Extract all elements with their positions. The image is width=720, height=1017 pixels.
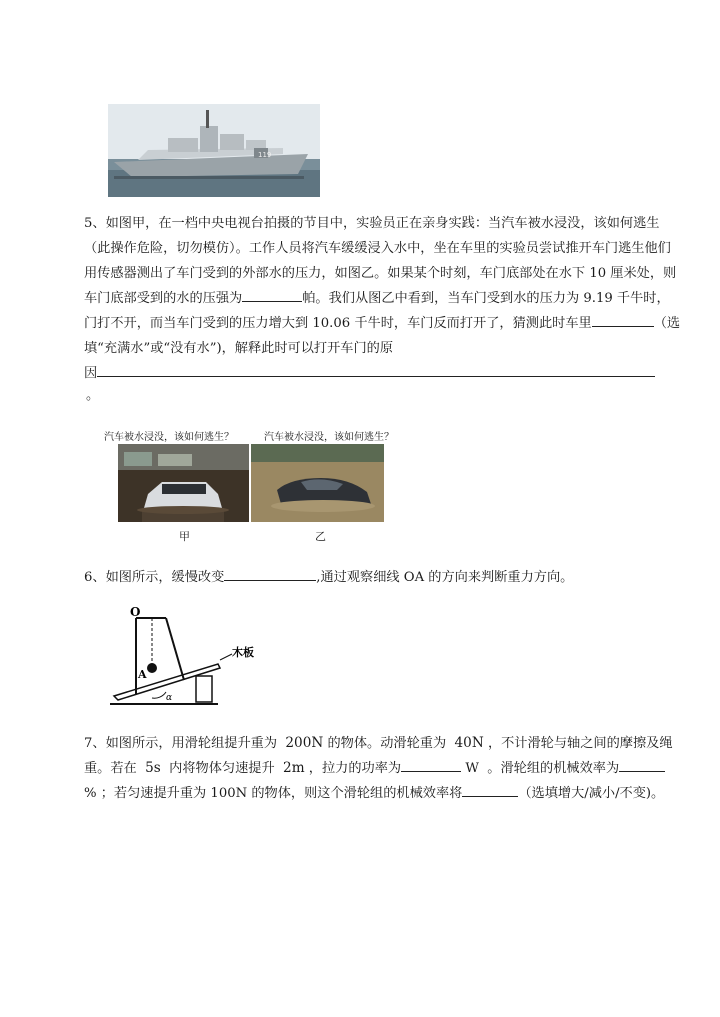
frame-arm (166, 618, 184, 680)
q7-blank-efficiency[interactable] (619, 759, 665, 772)
q6-blank[interactable] (224, 568, 316, 581)
q5-blank-reason[interactable] (97, 364, 655, 377)
car-photo-right (251, 444, 384, 522)
label-board: 木板 (232, 646, 254, 659)
q7-value-pulley: 40N (454, 735, 484, 751)
q5-text: 车门底部受到的水的压强为 (84, 291, 243, 306)
q5-line-4 (84, 286, 670, 311)
q7-text: 内将物体匀速提升 (169, 761, 275, 776)
q5-text: 帕。我们从图乙中看到，当车门受到水的压力为 9.19 千牛时， (302, 291, 670, 306)
q7-text: 7、如图所示，用滑轮组提升重为 (84, 736, 278, 751)
q7-blank-change[interactable] (462, 784, 518, 797)
q5-line-3: 用传感器测出了车门受到的外部水的压力，如图乙。如果某个时刻，车门底部处在水下 10 厘米处，则 (84, 266, 677, 281)
label-o: O (130, 605, 141, 619)
plumb-bob (147, 663, 157, 673)
q7-value-weight: 200N (285, 735, 324, 751)
label-alpha: α (166, 693, 173, 703)
q7-value-height: 2m (283, 760, 305, 776)
q6-text: 6、如图所示，缓慢改变 (84, 570, 225, 585)
q5-line-2: （此操作危险，切勿模仿）。工作人员将汽车缓缓浸入水中，坐在车里的实验员尝试推开车门逃生他们 (84, 241, 671, 256)
figure-caption-right: 汽车被水浸没，该如何逃生？ (264, 432, 394, 443)
q7-line-3 (84, 781, 664, 806)
q7-value-time: 5s (145, 760, 161, 776)
q5-line-7 (84, 361, 655, 386)
q5-end-period: 。 (86, 388, 100, 403)
q7-blank-power[interactable] (401, 759, 461, 772)
q7-text: 重。若在 (84, 761, 137, 776)
q7-text: ，拉力的功率为 (308, 761, 402, 776)
svg-text:119: 119 (258, 151, 272, 159)
q7-text: ，不计滑轮与轴之间的摩擦及绳 (487, 736, 673, 751)
q7-unit-percent: % (84, 786, 97, 801)
q7-text: ；若匀速提升重为 100N 的物体，则这个滑轮组的机械效率将 (100, 786, 463, 801)
q5-line-5 (84, 311, 680, 336)
figure-label-yi: 乙 (315, 530, 326, 543)
plumb-line-diagram (108, 604, 288, 708)
q7-line-2 (84, 756, 665, 781)
warship-photo (108, 104, 320, 197)
q5-text: 因 (84, 366, 98, 381)
q7-text: （选填增大/减小/不变)。 (518, 786, 665, 801)
support-block (196, 676, 212, 702)
figure-caption-left: 汽车被水浸没，该如何逃生？ (104, 432, 234, 443)
q5-text: （选 (653, 316, 681, 331)
q6-line (84, 565, 573, 590)
q6-text: ,通过观察细线 OA 的方向来判断重力方向。 (316, 570, 574, 585)
q7-line-1 (84, 731, 673, 756)
q5-blank-pressure[interactable] (242, 289, 302, 302)
car-photo-left (118, 444, 249, 522)
q7-text: 。滑轮组的机械效率为 (487, 761, 620, 776)
angle-arc (152, 692, 166, 698)
q5-line-1: 5、如图甲，在一档中央电视台拍摄的节目中，实验员正在亲身实践：当汽车被水浸没，该如何逃生 (84, 216, 660, 231)
q5-text: 门打不开，而当车门受到的压力增大到 10.06 千牛时，车门反而打开了，猜测此时车里 (84, 316, 592, 331)
q5-blank-water[interactable] (592, 314, 654, 327)
label-a: A (138, 668, 147, 681)
q7-text: 的物体。动滑轮重为 (327, 736, 447, 751)
figure-label-jia: 甲 (179, 530, 190, 543)
q5-line-6: 填“充满水”或“没有水”)，解释此时可以打开车门的原 (84, 341, 394, 356)
board-pointer (220, 654, 232, 660)
q7-unit-watt: W (465, 761, 479, 776)
